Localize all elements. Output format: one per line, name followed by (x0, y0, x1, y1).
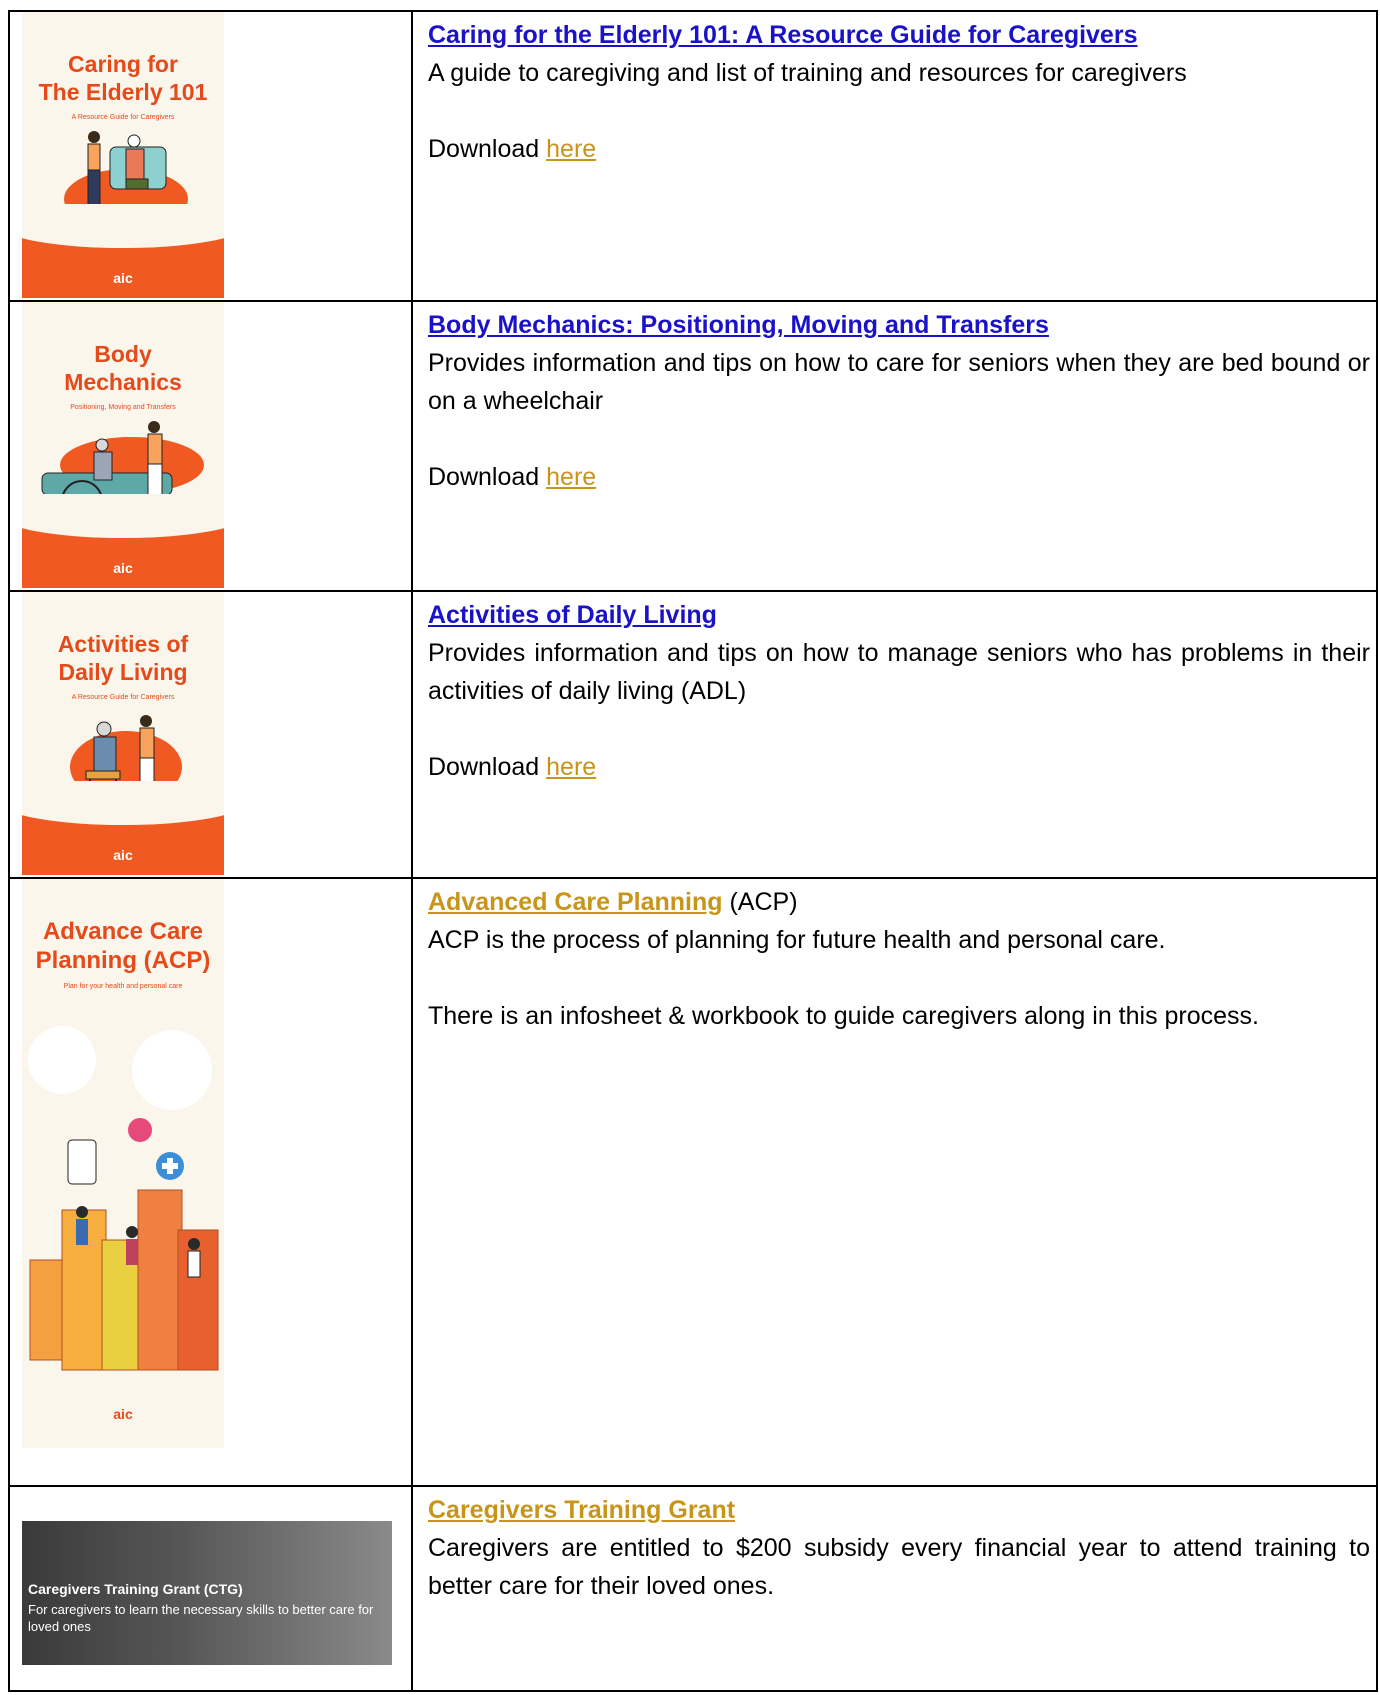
banner-cell (9, 1486, 412, 1691)
resource-row (9, 591, 1377, 878)
resource-description: ACP is the process of planning for future health and personal care. (428, 926, 1166, 954)
download-line: Download here (428, 135, 597, 163)
cover-subtitle: Plan for your health and personal care (63, 983, 183, 990)
resource-description: A guide to caregiving and list of training and resources for caregivers (428, 59, 1187, 87)
aic-logo: aic (113, 1406, 133, 1422)
resource-title-link[interactable]: Caregivers Training Grant (428, 1496, 736, 1524)
cover-image (22, 12, 224, 298)
text-cell (412, 591, 1377, 878)
cover-subtitle: Positioning, Moving and Transfers (70, 404, 176, 411)
banner-subtitle: For caregivers to learn the necessary skills to better care for loved ones (28, 1602, 374, 1634)
resource-row (9, 1486, 1377, 1691)
cover-title: Caring for The Elderly 101 (38, 51, 208, 105)
resource-row (9, 11, 1377, 301)
download-link[interactable]: here (546, 135, 597, 163)
cover-cell (9, 11, 412, 301)
cover-image (22, 592, 224, 875)
cover-subtitle: A Resource Guide for Caregivers (71, 694, 175, 701)
cover-title: Body Mechanics (64, 341, 182, 395)
text-cell (412, 1486, 1377, 1691)
aic-logo: aic (113, 560, 133, 576)
aic-logo: aic (113, 847, 133, 863)
resource-description: Provides information and tips on how to manage seniors who has problems in their activities of daily living (ADL) (428, 639, 1370, 705)
resource-description: Caregivers are entitled to $200 subsidy every financial year to attend training to better care for their loved ones. (428, 1534, 1370, 1600)
text-cell: Advanced Care Planning (ACP) ACP is the process of planning for future health and personal care. There is an infosheet & workbook to guide caregivers along in this process. (412, 878, 1377, 1486)
text-cell (412, 11, 1377, 301)
banner-title: Caregivers Training Grant (CTG) (28, 1581, 243, 1597)
resource-title-link[interactable]: Advanced Care Planning (428, 888, 723, 916)
acp-illustration (22, 1000, 224, 1420)
resource-title-link[interactable]: Activities of Daily Living (428, 601, 717, 629)
download-line: Download here (428, 463, 597, 491)
aic-logo: aic (113, 270, 133, 286)
cover-image (22, 879, 224, 1448)
resource-description-2: There is an infosheet & workbook to guide caregivers along in this process. (428, 1002, 1260, 1030)
cover-cell (9, 878, 412, 1486)
download-line: Download here (428, 753, 597, 781)
cover-cell (9, 301, 412, 591)
cover-title: Activities of Daily Living (57, 631, 189, 685)
ctg-banner (22, 1521, 392, 1665)
resource-row (9, 878, 1377, 1486)
download-link[interactable]: here (546, 753, 597, 781)
cover-subtitle: A Resource Guide for Caregivers (71, 114, 175, 121)
resource-title-link[interactable]: Caring for the Elderly 101: A Resource Guide for Caregivers (428, 21, 1138, 49)
cover-cell (9, 591, 412, 878)
cover-image (22, 302, 224, 588)
resource-row (9, 301, 1377, 591)
resource-description: Provides information and tips on how to care for seniors when they are bed bound or on a wheelchair (428, 349, 1370, 415)
resource-title-link[interactable]: Body Mechanics: Positioning, Moving and Transfers (428, 311, 1049, 339)
resource-table (8, 10, 1378, 1692)
download-link[interactable]: here (546, 463, 597, 491)
cover-title: Advance Care Planning (ACP) (35, 918, 211, 974)
text-cell (412, 301, 1377, 591)
